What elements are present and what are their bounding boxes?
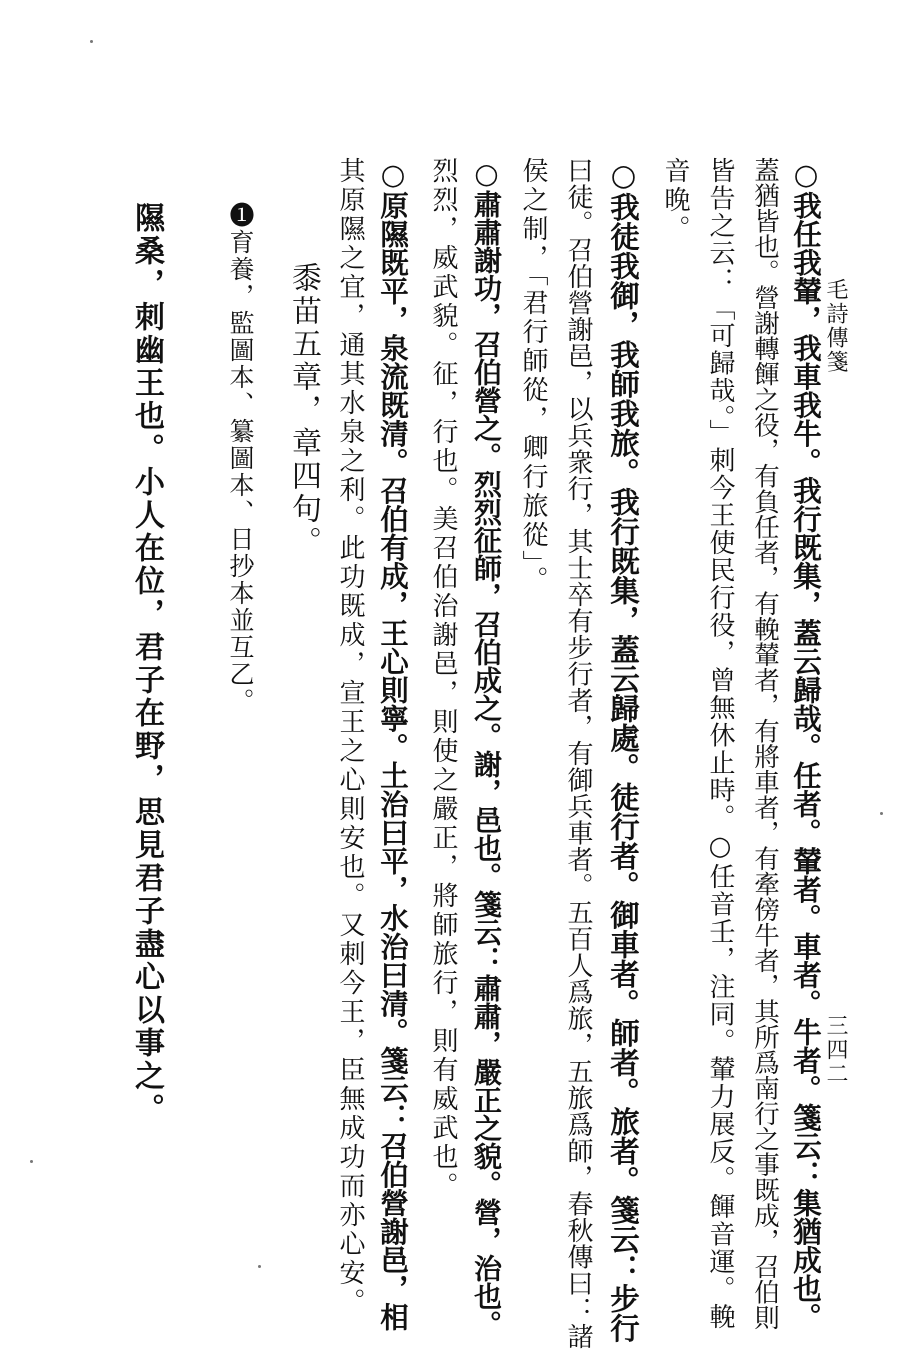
- paper-speck: [90, 40, 93, 43]
- commentary-line: 音晚。: [660, 157, 690, 244]
- paper-speck: [880, 812, 883, 815]
- commentary-line: 皆告之云：「可歸哉。」刺今王使民行役，曾無休止時。○任音壬，注同。輦力展反。餫音運。輓: [705, 157, 735, 1331]
- stanza-4-line: ○原隰既平，泉流既清。召伯有成，王心則寧。土治曰平，水治曰清。箋云：召伯營謝邑，相: [376, 157, 410, 1331]
- page-number: 三四二: [823, 1014, 848, 1086]
- stanza-2-line: ○我徒我御，我師我旅。我行既集，蓋云歸處。徒行者。御車者。師者。旅者。箋云：步行: [606, 157, 641, 1343]
- next-poem-preface: 隰桑，刺幽王也。小人在位，君子在野，思見君子盡心以事之。: [129, 202, 164, 1126]
- stanza-3-line: ○肅肅謝功，召伯營之。烈烈征師，召伯成之。謝，邑也。箋云：肅肅，嚴正之貌。營，治也。: [470, 157, 503, 1338]
- commentary-line: 蓋猶皆也。營謝轉餫之役，有負任者，有輓輦者，有將車者，有牽傍牛者，其所爲南行之事既成，召伯則: [750, 157, 780, 1330]
- commentary-line: 曰徒。召伯營謝邑，以兵衆行，其士卒有步行者，有御兵車者。五百人爲旅，五旅爲師，春秋傳曰：諸: [563, 157, 593, 1350]
- footnote: ❶育養，監圖本、纂圖本、日抄本並互乙。: [226, 202, 255, 715]
- commentary-line: 烈烈，威武貌。征，行也。美召伯治謝邑，則使之嚴正，將師旅行，則有威武也。: [428, 157, 458, 1201]
- paper-speck: [258, 1265, 261, 1268]
- book-title: 毛詩傳箋: [823, 278, 848, 374]
- commentary-line: 侯之制，「君行師從，卿行旅從」。: [518, 157, 548, 595]
- paper-speck: [30, 1160, 33, 1163]
- stanza-1-line: ○我任我輦，我車我牛。我行既集，蓋云歸哉。任者。輦者。車者。牛者。箋云：集猶成也。: [789, 157, 823, 1331]
- commentary-line: 其原隰之宜，通其水泉之利。此功既成，宣王之心則安也。又刺今王，臣無成功而亦心安。: [335, 157, 365, 1317]
- poem-summary: 黍苗五章，章四句。: [286, 262, 321, 559]
